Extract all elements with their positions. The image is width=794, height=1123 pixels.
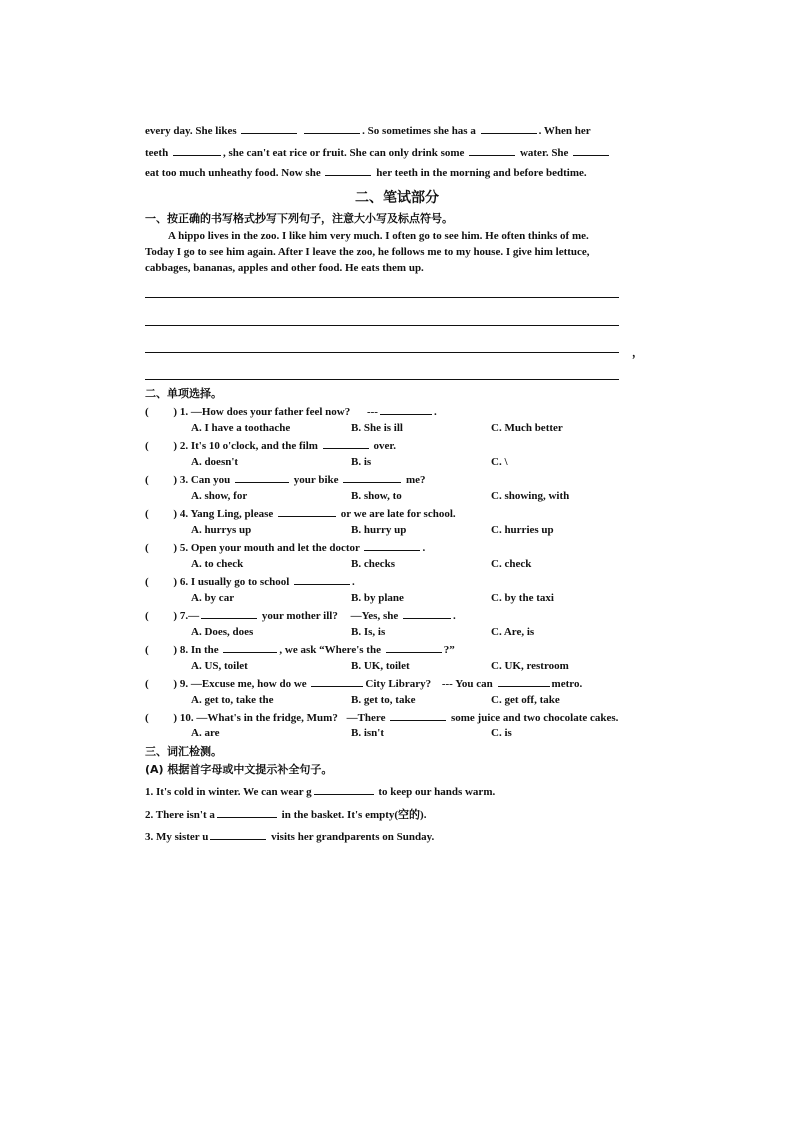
answer-blank[interactable] — [210, 829, 266, 840]
question-3: ( ) 3. Can you your bike me? — [145, 474, 426, 486]
option-b[interactable]: B. by plane — [351, 592, 404, 604]
section-3-heading: 三、词汇检测。 — [145, 745, 222, 758]
option-a[interactable]: A. are — [191, 727, 220, 739]
option-c[interactable]: C. Are, is — [491, 626, 535, 638]
reading-line-3: eat too much unheathy food. Now she her teeth in the morning and before bedtime. — [145, 167, 587, 179]
passage-line-3: cabbages, bananas, apples and other food. He eats them up. — [145, 262, 424, 274]
writing-line[interactable] — [145, 352, 619, 353]
answer-blank[interactable] — [390, 710, 446, 721]
question-8: ( ) 8. In the , we ask “Where's the ?” — [145, 644, 455, 656]
answer-blank[interactable] — [498, 676, 550, 687]
option-c[interactable]: C. by the taxi — [491, 592, 554, 604]
question-10: ( ) 10. —What's in the fridge, Mum? —There some juice and two chocolate cakes. — [145, 712, 619, 724]
option-c[interactable]: C. showing, with — [491, 490, 570, 502]
option-a[interactable]: A. doesn't — [191, 456, 239, 468]
reading-line-2: teeth , she can't eat rice or fruit. She can only drink some water. She — [145, 145, 611, 160]
question-2: ( ) 2. It's 10 o'clock, and the film over. — [145, 440, 396, 452]
option-b[interactable]: B. UK, toilet — [351, 660, 410, 672]
question-4: ( ) 4. Yang Ling, please or we are late for school. — [145, 508, 456, 520]
blank[interactable] — [173, 145, 221, 156]
option-c[interactable]: C. hurries up — [491, 524, 554, 536]
question-7: ( ) 7.— your mother ill? —Yes, she . — [145, 610, 456, 622]
answer-blank[interactable] — [343, 472, 401, 483]
writing-line[interactable] — [145, 379, 619, 380]
answer-blank[interactable] — [201, 608, 257, 619]
option-a[interactable]: A. hurrys up — [191, 524, 252, 536]
reading-line-1: every day. She likes . So sometimes she has a . When her — [145, 125, 591, 137]
option-a[interactable]: A. I have a toothache — [191, 422, 291, 434]
answer-blank[interactable] — [380, 404, 432, 415]
answer-blank[interactable] — [364, 540, 420, 551]
answer-blank[interactable] — [223, 642, 277, 653]
option-c[interactable]: C. check — [491, 558, 532, 570]
option-b[interactable]: B. isn't — [351, 727, 385, 739]
section-1-heading: 一、按正确的书写格式抄写下列句子，注意大小写及标点符号。 — [145, 212, 453, 225]
answer-blank[interactable] — [314, 784, 374, 795]
question-1: ( ) 1. —How does your father feel now? --- . — [145, 406, 437, 418]
option-b[interactable]: B. hurry up — [351, 524, 407, 536]
option-a[interactable]: A. get to, take the — [191, 694, 274, 706]
section-2-heading: 二、单项选择。 — [145, 387, 222, 400]
answer-blank[interactable] — [386, 642, 442, 653]
option-a[interactable]: A. to check — [191, 558, 244, 570]
blank[interactable] — [241, 123, 297, 134]
question-5: ( ) 5. Open your mouth and let the doctor . — [145, 542, 426, 554]
option-a[interactable]: A. show, for — [191, 490, 248, 502]
answer-blank[interactable] — [323, 438, 369, 449]
option-b[interactable]: B. show, to — [351, 490, 402, 502]
blank[interactable] — [325, 165, 371, 176]
question-9: ( ) 9. —Excuse me, how do we City Library? --- You can metro. — [145, 678, 583, 690]
option-b[interactable]: B. get to, take — [351, 694, 416, 706]
option-c[interactable]: C. \ — [491, 456, 508, 468]
vocab-item-1: 1. It's cold in winter. We can wear g to keep our hands warm. — [145, 786, 496, 798]
option-a[interactable]: A. by car — [191, 592, 235, 604]
passage-line-1: A hippo lives in the zoo. I like him very much. I often go to see him. He often thinks of me. — [168, 230, 589, 242]
passage-line-2: Today I go to see him again. After I leave the zoo, he follows me to my house. I give him lettuce, — [145, 246, 590, 258]
blank[interactable] — [469, 145, 515, 156]
option-c[interactable]: C. UK, restroom — [491, 660, 569, 672]
answer-blank[interactable] — [403, 608, 451, 619]
option-b[interactable]: B. She is ill — [351, 422, 403, 434]
answer-blank[interactable] — [294, 574, 350, 585]
question-6: ( ) 6. I usually go to school . — [145, 576, 355, 588]
writing-line[interactable] — [145, 325, 619, 326]
section-3-subheading: (A) 根据首字母或中文提示补全句子。 — [145, 763, 333, 776]
answer-blank[interactable] — [235, 472, 289, 483]
answer-blank[interactable] — [278, 506, 336, 517]
option-b[interactable]: B. is — [351, 456, 372, 468]
option-c[interactable]: C. Much better — [491, 422, 563, 434]
option-c[interactable]: C. get off, take — [491, 694, 560, 706]
trailing-mark: ， — [632, 347, 643, 359]
blank[interactable] — [481, 123, 537, 134]
option-a[interactable]: A. Does, does — [191, 626, 254, 638]
option-a[interactable]: A. US, toilet — [191, 660, 248, 672]
answer-blank[interactable] — [217, 807, 277, 818]
writing-line[interactable] — [145, 297, 619, 298]
blank[interactable] — [573, 145, 609, 156]
answer-blank[interactable] — [311, 676, 363, 687]
option-b[interactable]: B. checks — [351, 558, 395, 570]
part-title: 二、笔试部分 — [355, 190, 439, 206]
vocab-item-2: 2. There isn't a in the basket. It's empty(空的). — [145, 809, 427, 821]
option-b[interactable]: B. Is, is — [351, 626, 386, 638]
blank[interactable] — [304, 123, 360, 134]
vocab-item-3: 3. My sister u visits her grandparents on Sunday. — [145, 831, 435, 843]
option-c[interactable]: C. is — [491, 727, 512, 739]
